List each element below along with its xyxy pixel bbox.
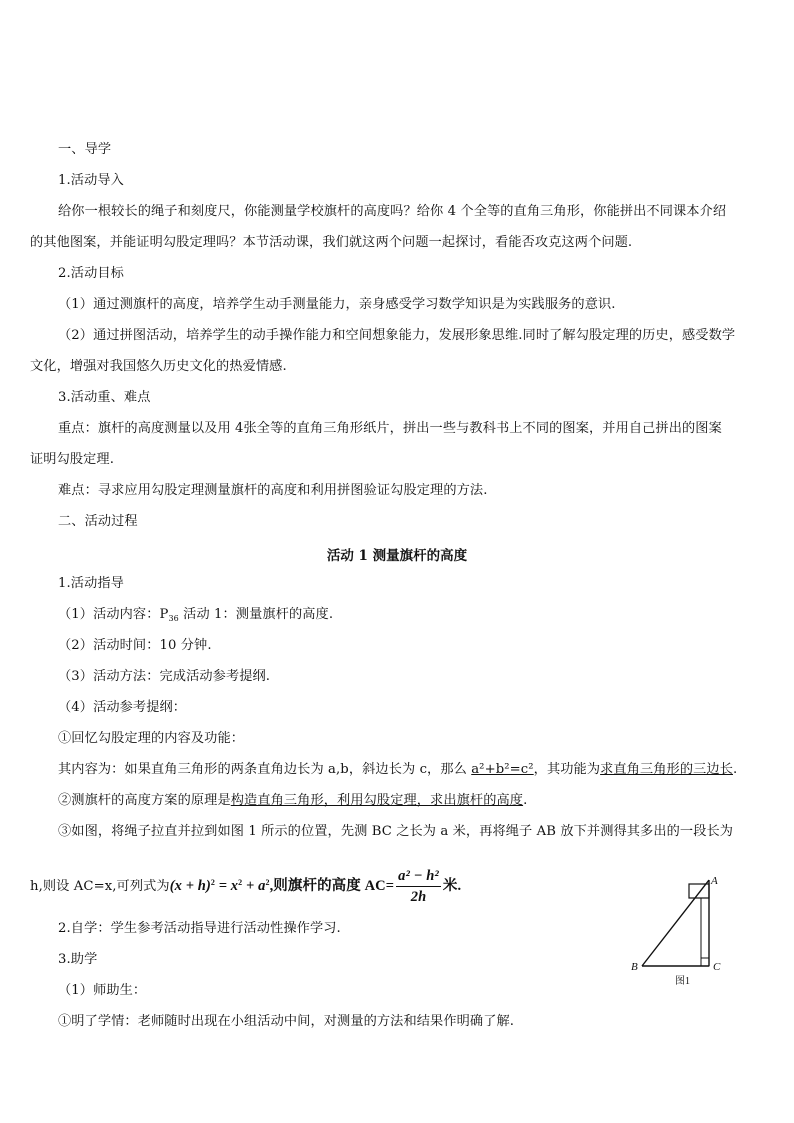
principle-answer: 构造直角三角形，利用勾股定理，求出旗杆的高度 (230, 793, 524, 808)
equation: $(x + h)^2 = x^2 + a^2$ (169, 878, 270, 894)
label-a: A (711, 875, 718, 887)
fraction-numerator: a² − h² (396, 866, 441, 887)
key-point-line1: 重点：旗杆的高度测量以及用 4张全等的直角三角形纸片，拼出一些与教科书上不同的图案，并用自己拼出的图案 (58, 421, 722, 436)
equation-rhs-x: = x (215, 878, 239, 894)
section-heading-process: 二、活动过程 (58, 514, 138, 529)
goal-1: （1）通过测旗杆的高度，培养学生动手测量能力，亲身感受学习数学知识是为实践服务的意识. (58, 297, 616, 312)
paragraph-intro-line2: 的其他图案，并能证明勾股定理吗？本节活动课，我们就这两个问题一起探讨，看能否攻克这两个问题. (30, 235, 633, 250)
page-number-subscript: 36 (168, 614, 179, 623)
outline-item-1: ①回忆勾股定理的内容及功能： (58, 731, 245, 746)
theorem-prefix: 其内容为：如果直角三角形的两条直角边长为 a,b，斜边长为 c，那么 (58, 762, 472, 777)
key-point-line2: 证明勾股定理. (30, 452, 115, 467)
activity-content-line (58, 606, 333, 628)
theorem-mid: ，其功能为 (533, 762, 601, 777)
difficulty-line: 难点：寻求应用勾股定理测量旗杆的高度和利用拼图验证勾股定理的方法. (58, 483, 488, 498)
outline-item-2 (58, 792, 527, 810)
subheading-key-points: 3.活动重、难点 (58, 390, 151, 405)
equation-lhs: (x + h) (169, 878, 211, 894)
rope-line (642, 880, 709, 966)
paragraph-intro-line1: 给你一根较长的绳子和刻度尺，你能测量学校旗杆的高度吗？给你 4 个全等的直角三角形，你能拼出不同课本介绍 (58, 204, 727, 219)
activity-outline-heading: （4）活动参考提纲： (58, 700, 187, 715)
principle-prefix: ②测旗杆的高度方案的原理是 (58, 793, 231, 808)
goal-2-line1: （2）通过拼图活动，培养学生的动手操作能力和空间想象能力，发展形象思维.同时了解勾股定理的历史，感受数学 (58, 328, 736, 343)
activity-method-line: （3）活动方法：完成活动参考提纲. (58, 669, 271, 684)
outline-item-3-line2 (30, 866, 461, 907)
activity1-title: 活动 1 测量旗杆的高度 (326, 548, 468, 564)
subheading-activity-goals: 2.活动目标 (58, 266, 124, 281)
activity-time-line: （2）活动时间：10 分钟. (58, 638, 212, 653)
figure-caption: 图1 (675, 976, 690, 987)
self-study-line: 2.自学：学生参考活动指导进行活动性操作学习. (58, 921, 341, 936)
theorem-end: . (732, 762, 738, 777)
fraction-denominator: 2h (410, 889, 427, 905)
activity-guide-heading: 1.活动指导 (58, 576, 124, 591)
principle-end: . (523, 793, 528, 808)
section-heading-guide: 一、导学 (58, 142, 112, 157)
figure-1-triangle (625, 872, 735, 992)
subheading-activity-intro: 1.活动导入 (58, 173, 124, 188)
height-prefix: ,则旗杆的高度 AC= (269, 878, 395, 894)
theorem-function: 求直角三角形的三边长 (600, 762, 733, 777)
assist-heading: 3.助学 (58, 952, 98, 967)
height-fraction (396, 866, 441, 907)
goal-2-line2: 文化，增强对我国悠久历史文化的热爱情感. (30, 359, 287, 374)
learning-situation-line: ①明了学情：老师随时出现在小组活动中间，对测量的方法和结果作明确了解. (58, 1014, 515, 1029)
teacher-helps-line: （1）师助生： (58, 983, 147, 998)
outline-theorem-line (58, 761, 737, 779)
theorem-formula: a²+b²=c² (471, 762, 534, 777)
flagpole-top-block (689, 884, 709, 898)
height-unit: 米. (442, 878, 462, 894)
right-angle-mark (701, 958, 709, 966)
equation-rhs-a: + a (242, 878, 266, 894)
label-c: C (713, 961, 721, 973)
activity-content-prefix: （1）活动内容：P (58, 607, 169, 622)
label-b: B (631, 961, 638, 973)
equation-prefix: h,则设 AC=x,可列式为 (30, 879, 170, 894)
outline-item-3-line1: ③如图，将绳子拉直并拉到如图 1 所示的位置，先测 BC 之长为 a 米，再将绳子 AB 放下并测得其多出的一段长为 (58, 824, 734, 839)
activity-content-suffix: 活动 1：测量旗杆的高度. (178, 607, 334, 622)
